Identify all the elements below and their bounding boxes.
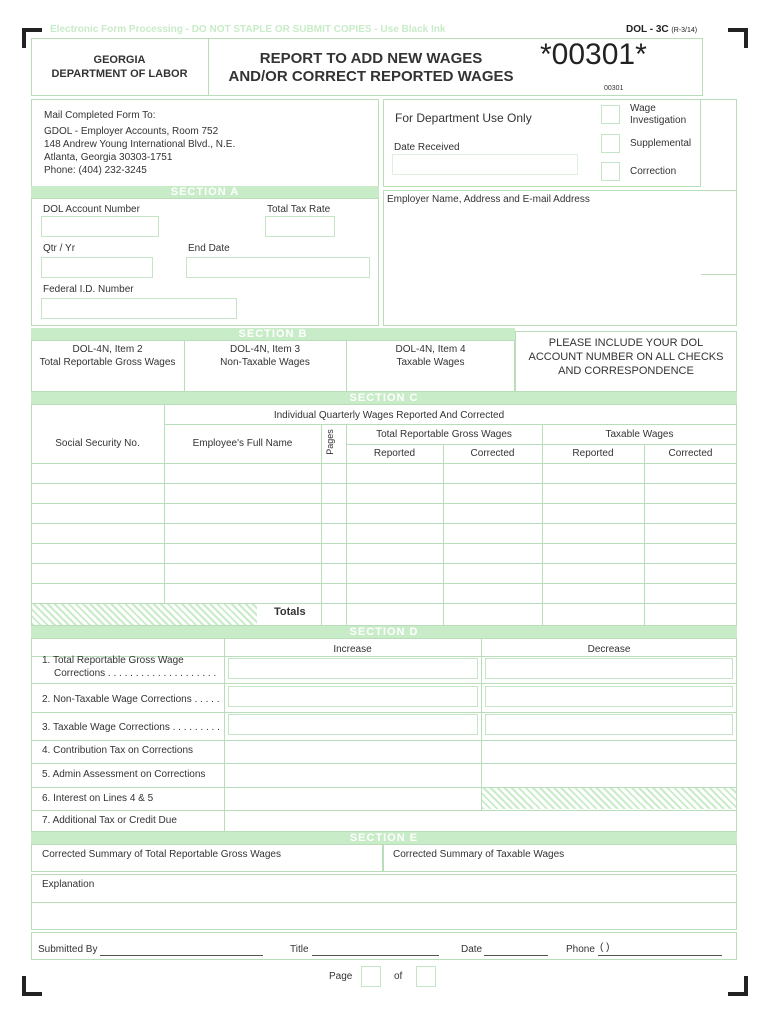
totals-label: Totals (274, 606, 306, 618)
summary-gross-label: Corrected Summary of Total Reportable Gross Wages (42, 849, 281, 860)
form-title-line2: AND/OR CORRECT REPORTED WAGES (228, 68, 514, 85)
col-line-tw-corr (644, 444, 645, 626)
date-label: Date (461, 944, 483, 955)
line1-label-b: Corrections . . . . . . . . . . . . . . . . . . . . (54, 668, 217, 679)
line1-decrease-field[interactable] (485, 658, 733, 679)
mail-address-line4: Phone: (404) 232-3245 (44, 165, 147, 176)
corner-mark-bottom-left (22, 976, 42, 996)
trgw-header: Total Reportable Gross Wages (376, 429, 512, 440)
date-received-label: Date Received (394, 142, 460, 153)
mail-to-label: Mail Completed Form To: (44, 110, 156, 121)
line2-decrease-field[interactable] (485, 686, 733, 707)
explanation-label: Explanation (42, 879, 95, 890)
section-b-notice-line1: PLEASE INCLUDE YOUR DOL (548, 337, 704, 349)
mail-address-line2: 148 Andrew Young International Blvd., N.E. (44, 139, 236, 150)
wage-investigation-label-1: Wage Investigation (630, 103, 687, 126)
correction-checkbox[interactable] (601, 162, 620, 181)
line7-label: 7. Additional Tax or Credit Due (42, 815, 177, 826)
form-number: DOL - 3C (626, 24, 669, 35)
table-row[interactable] (31, 483, 737, 484)
barcode-small-text: 00301 (604, 85, 624, 92)
section-d-rowline-6 (31, 810, 737, 811)
row-line-header2 (346, 444, 737, 445)
section-d-rowline-3 (31, 740, 737, 741)
table-row[interactable] (31, 523, 737, 524)
agency-name-line2: DEPARTMENT OF LABOR (51, 68, 188, 80)
col-line-name (321, 424, 322, 626)
federal-id-field[interactable] (41, 298, 237, 319)
section-b-col2-line1: DOL-4N, Item 3 (229, 344, 301, 355)
submitted-by-label: Submitted By (38, 944, 98, 955)
of-label: of (394, 971, 403, 982)
line1-increase-field[interactable] (228, 658, 478, 679)
tw-reported-header: Reported (572, 448, 614, 459)
table-row[interactable] (31, 563, 737, 564)
phone-area-code: ( ) (600, 942, 610, 953)
line2-increase-field[interactable] (228, 686, 478, 707)
supplemental-checkbox[interactable] (601, 134, 620, 153)
title-label: Title (290, 944, 309, 955)
line1-label-a: 1. Total Reportable Gross Wage (42, 655, 184, 666)
qtr-yr-field[interactable] (41, 257, 153, 278)
section-b-col3-line2: Taxable Wages (396, 357, 465, 368)
phone-label: Phone (566, 944, 595, 955)
end-date-field[interactable] (186, 257, 370, 278)
page-number-field[interactable] (361, 966, 381, 987)
form-title-line1: REPORT TO ADD NEW WAGES (259, 50, 483, 67)
form-id (626, 24, 697, 35)
ink-notice: Electronic Form Processing - DO NOT STAPLE OR SUBMIT COPIES - Use Black Ink (50, 24, 446, 35)
line6-decrease-hatch (482, 788, 736, 809)
phone-field[interactable] (598, 955, 722, 956)
total-tax-rate-label: Total Tax Rate (267, 204, 331, 215)
submitted-by-field[interactable] (100, 955, 263, 956)
section-d-rowline-1 (31, 683, 737, 684)
total-tax-rate-field[interactable] (265, 216, 335, 237)
page-total-field[interactable] (416, 966, 436, 987)
corner-mark-bottom-right (728, 976, 748, 996)
table-row[interactable] (31, 543, 737, 544)
mail-address-line1: GDOL - Employer Accounts, Room 752 (44, 126, 219, 137)
barcode-text: *00301* (540, 38, 647, 71)
line3-decrease-field[interactable] (485, 714, 733, 735)
date-field[interactable] (484, 955, 548, 956)
pages-header: Pages (324, 429, 335, 455)
totals-hatch (32, 604, 257, 625)
tw-corrected-header: Corrected (668, 448, 713, 459)
date-received-field[interactable] (392, 154, 578, 175)
section-c-group-header: Individual Quarterly Wages Reported And Corrected (273, 410, 505, 421)
section-b-notice-line2: ACCOUNT NUMBER ON ALL CHECKS (528, 351, 724, 363)
section-d-band: SECTION D (31, 626, 737, 638)
section-d-rowline-4 (31, 763, 737, 764)
col-line-trgw-corr (443, 444, 444, 626)
agency-name-line1: GEORGIA (93, 54, 146, 66)
employer-name-label: Employer Name, Address and E-mail Address (387, 194, 590, 205)
federal-id-label: Federal I.D. Number (43, 284, 134, 295)
dol-account-field[interactable] (41, 216, 159, 237)
line2-label: 2. Non-Taxable Wage Corrections . . . . . (42, 694, 220, 705)
section-a-band: SECTION A (31, 186, 379, 198)
section-c-band: SECTION C (31, 392, 737, 404)
table-row[interactable] (31, 583, 737, 584)
line3-label: 3. Taxable Wage Corrections . . . . . . . . . (42, 722, 220, 733)
trgw-reported-header: Reported (373, 448, 416, 459)
section-b-col3-line1: DOL-4N, Item 4 (395, 344, 466, 355)
explanation-divider (31, 902, 737, 903)
summary-taxable-label: Corrected Summary of Taxable Wages (393, 849, 565, 860)
header-divider (208, 38, 209, 96)
line6-label: 6. Interest on Lines 4 & 5 (42, 793, 154, 804)
section-b-band: SECTION B (31, 328, 515, 340)
section-b-notice-line3: AND CORRESPONDENCE (558, 365, 694, 377)
supplemental-label: Supplemental (630, 138, 692, 149)
taxable-wages-header: Taxable Wages (605, 429, 674, 440)
dept-use-title: For Department Use Only (395, 111, 532, 125)
section-b-col2-line2: Non-Taxable Wages (220, 357, 310, 368)
correction-label: Correction (630, 166, 677, 177)
section-b-col1-line2: Total Reportable Gross Wages (39, 357, 176, 368)
increase-header: Increase (333, 644, 372, 655)
form-revision: (R-3/14) (671, 27, 698, 34)
line3-increase-field[interactable] (228, 714, 478, 735)
end-date-label: End Date (188, 243, 230, 254)
title-field[interactable] (312, 955, 439, 956)
line4-label: 4. Contribution Tax on Corrections (42, 745, 194, 756)
employer-name-box[interactable] (383, 190, 737, 326)
page-label: Page (329, 971, 353, 982)
table-row[interactable] (31, 503, 737, 504)
wage-investigation-checkbox[interactable] (601, 105, 620, 124)
section-b-col1-line1: DOL-4N, Item 2 (72, 344, 143, 355)
section-d-label-divider (224, 638, 225, 832)
decrease-header: Decrease (587, 644, 631, 655)
section-d-rowline-2 (31, 712, 737, 713)
section-d-incdec-divider (481, 638, 482, 810)
trgw-corrected-header: Corrected (470, 448, 515, 459)
qtr-yr-label: Qtr / Yr (43, 243, 76, 254)
corner-mark-top-right (728, 28, 748, 48)
section-e-band: SECTION E (31, 832, 737, 844)
line5-label: 5. Admin Assessment on Corrections (42, 769, 206, 780)
row-line-header1 (164, 424, 737, 425)
employee-name-header: Employee's Full Name (192, 438, 293, 449)
mail-address-line3: Atlanta, Georgia 30303-1751 (44, 152, 173, 163)
dol-account-label: DOL Account Number (43, 204, 140, 215)
row-line-header-bottom (31, 463, 737, 464)
ssn-header: Social Security No. (55, 438, 140, 449)
